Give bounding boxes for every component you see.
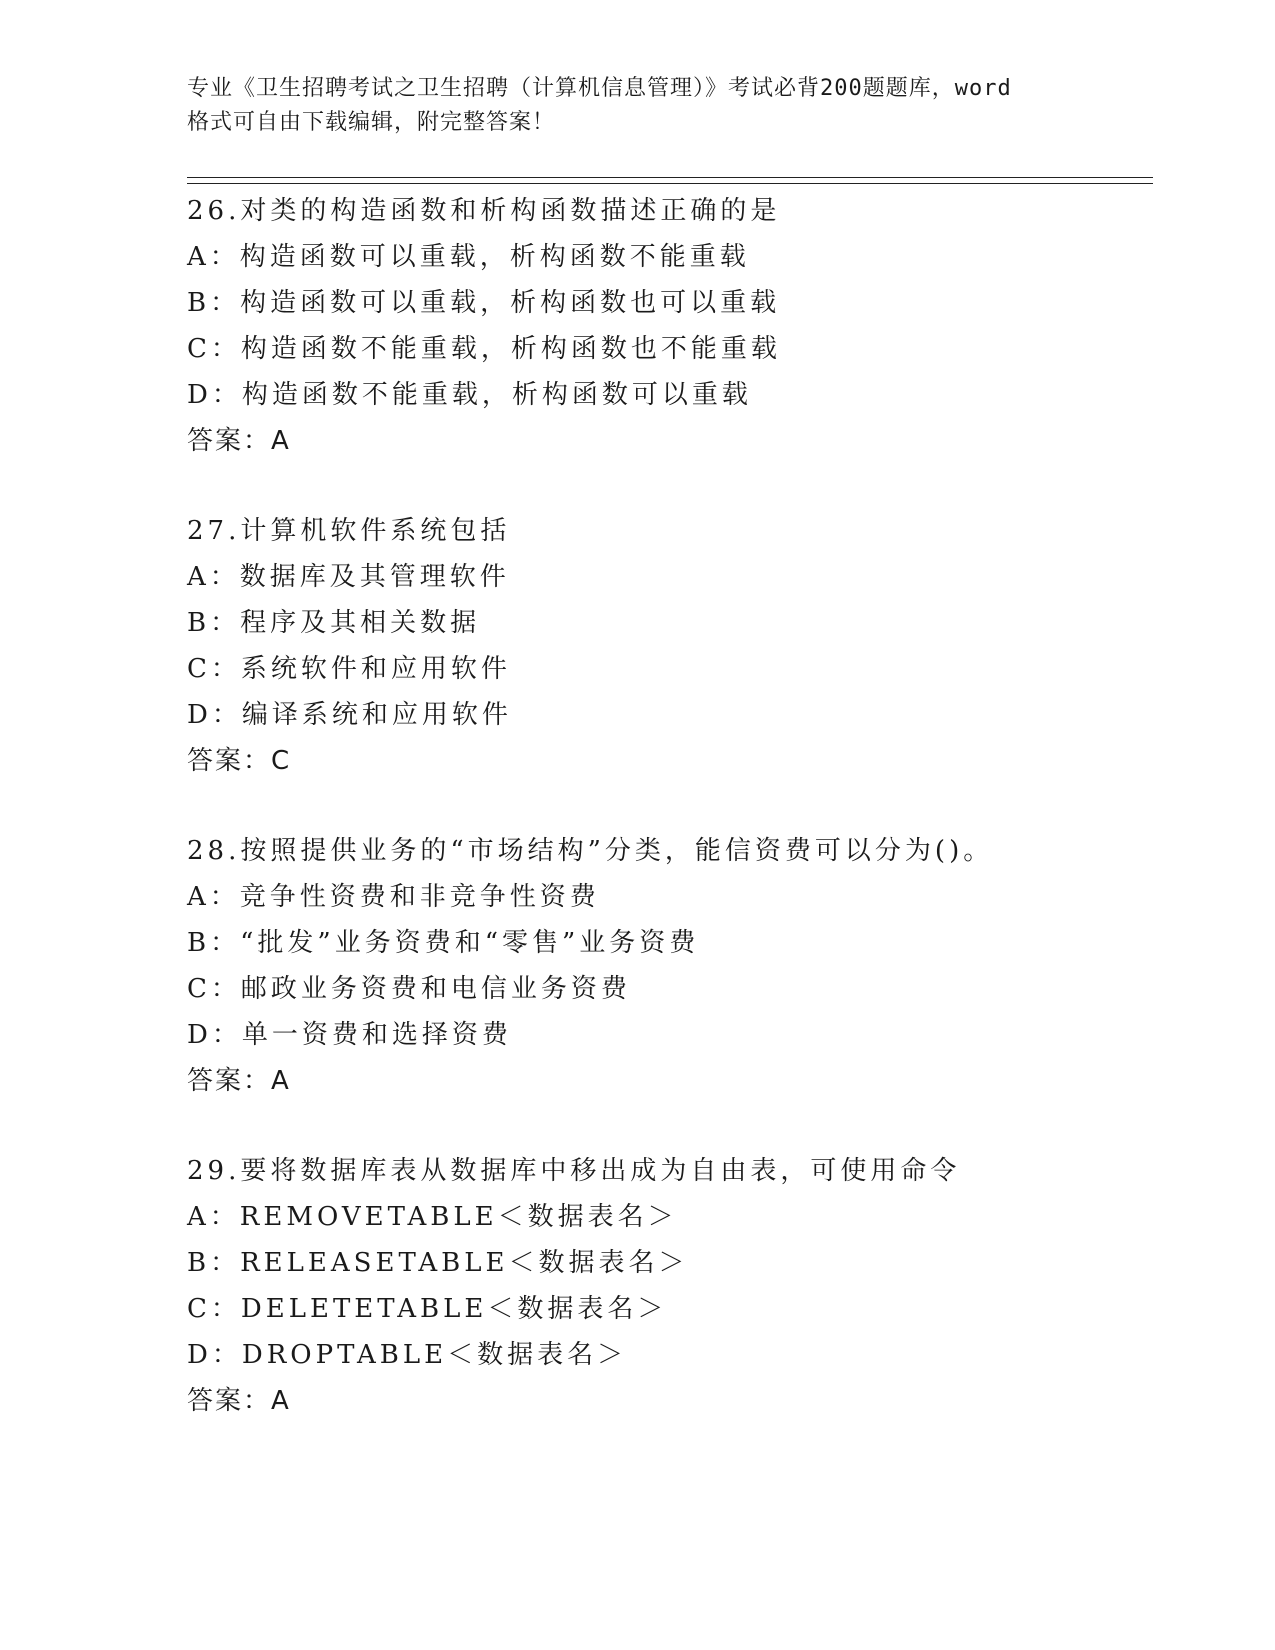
- header-divider-bottom: [187, 183, 1153, 184]
- question-stem: 29.要将数据库表从数据库中移出成为自由表，可使用命令: [187, 1156, 961, 1186]
- option-c: C：邮政业务资费和电信业务资费: [187, 974, 631, 1004]
- option-d: D：单一资费和选择资费: [187, 1020, 512, 1050]
- answer-label: 答案：A: [187, 1066, 291, 1096]
- header-line-2: 格式可自由下载编辑，附完整答案！: [187, 110, 556, 135]
- option-a: A：数据库及其管理软件: [187, 562, 510, 592]
- question-26: [187, 188, 1147, 508]
- document-header: [187, 72, 1087, 140]
- option-d: D：编译系统和应用软件: [187, 700, 512, 730]
- answer-label: 答案：C: [187, 746, 292, 776]
- question-stem: 27.计算机软件系统包括: [187, 516, 511, 546]
- option-b: B：程序及其相关数据: [187, 608, 481, 638]
- option-d: D：DROPTABLE＜数据表名＞: [187, 1340, 628, 1370]
- option-a: A：REMOVETABLE＜数据表名＞: [187, 1202, 678, 1232]
- option-b: B：“批发”业务资费和“零售”业务资费: [187, 928, 700, 958]
- question-stem: 26.对类的构造函数和析构函数描述正确的是: [187, 196, 781, 226]
- answer-label: 答案：A: [187, 426, 291, 456]
- option-d: D：构造函数不能重载，析构函数可以重载: [187, 380, 752, 410]
- option-a: A：竞争性资费和非竞争性资费: [187, 882, 600, 912]
- question-29: [187, 1148, 1147, 1468]
- option-b: B：RELEASETABLE＜数据表名＞: [187, 1248, 689, 1278]
- question-stem: 28.按照提供业务的“市场结构”分类，能信资费可以分为()。: [187, 836, 994, 866]
- option-c: C：DELETETABLE＜数据表名＞: [187, 1294, 668, 1324]
- answer-label: 答案：A: [187, 1386, 291, 1416]
- question-27: [187, 508, 1147, 828]
- option-a: A：构造函数可以重载，析构函数不能重载: [187, 242, 750, 272]
- option-c: C：构造函数不能重载，析构函数也不能重载: [187, 334, 781, 364]
- option-c: C：系统软件和应用软件: [187, 654, 511, 684]
- option-b: B：构造函数可以重载，析构函数也可以重载: [187, 288, 781, 318]
- header-line-1: 专业《卫生招聘考试之卫生招聘（计算机信息管理）》考试必背200题题库，word: [187, 76, 1012, 101]
- question-list: [187, 188, 1147, 1468]
- header-divider-top: [187, 177, 1153, 178]
- question-28: [187, 828, 1147, 1148]
